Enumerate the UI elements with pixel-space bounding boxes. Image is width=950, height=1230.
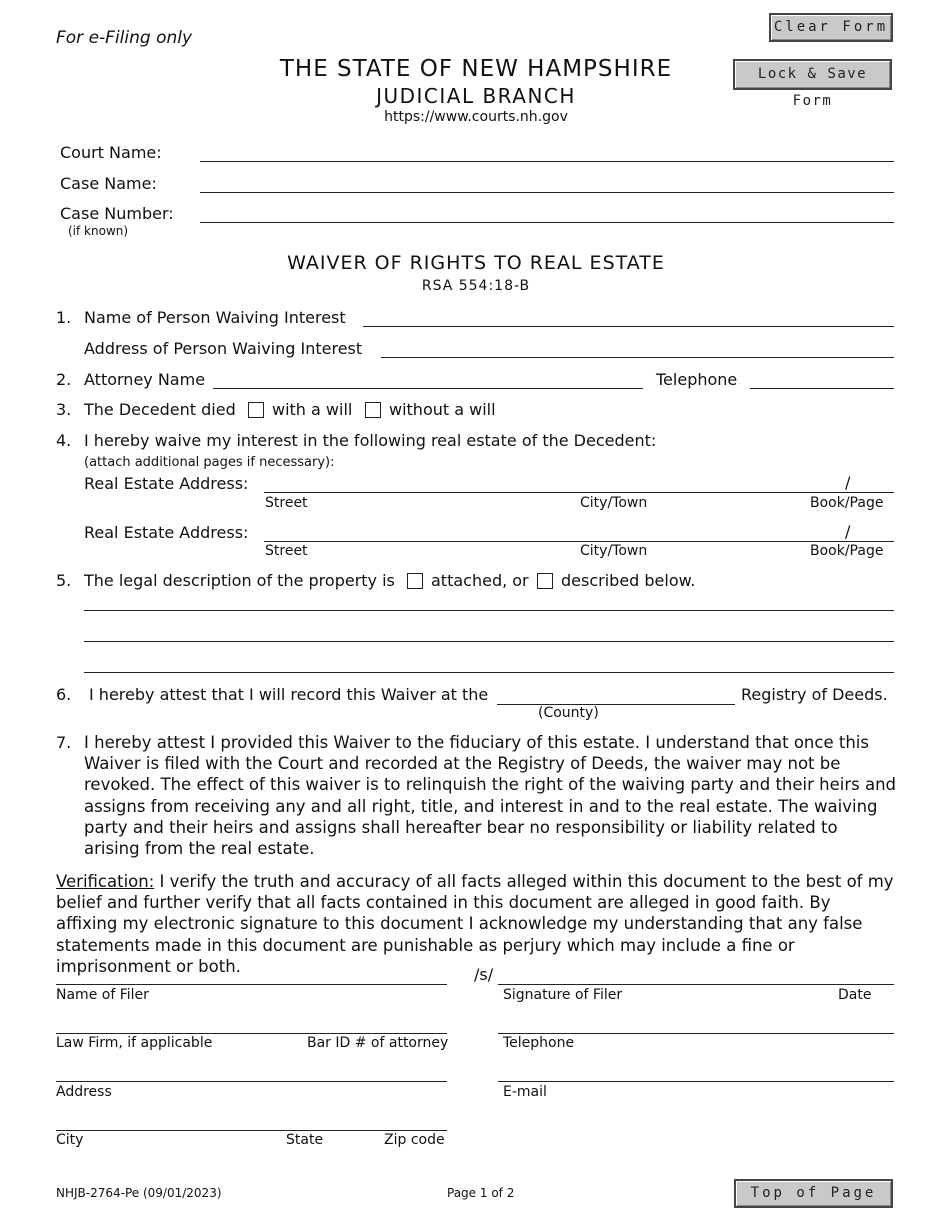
form-title: WAIVER OF RIGHTS TO REAL ESTATE <box>287 252 665 274</box>
city-town-caption-1: City/Town <box>580 495 648 511</box>
lock-save-form-button[interactable]: Lock & Save Form <box>733 59 892 90</box>
court-name-label: Court Name: <box>60 143 162 162</box>
verification-paragraph <box>56 871 896 977</box>
form-statute: RSA 554:18-B <box>421 278 531 294</box>
filer-address-field[interactable] <box>56 1081 447 1082</box>
clear-form-button[interactable]: Clear Form <box>769 13 893 42</box>
date-caption: Date <box>838 987 872 1003</box>
case-number-field[interactable] <box>200 222 894 223</box>
item-7-number: 7. <box>56 733 72 752</box>
real-estate-address-field-1[interactable] <box>264 492 894 493</box>
case-name-field[interactable] <box>200 192 894 193</box>
if-known-note: (if known) <box>68 224 129 238</box>
case-number-label: Case Number: <box>60 204 174 223</box>
city-caption: City <box>56 1132 84 1148</box>
signature-of-filer-field[interactable] <box>498 984 894 985</box>
without-will-checkbox[interactable] <box>365 402 381 418</box>
book-page-caption-2: Book/Page <box>810 543 884 559</box>
attach-pages-note: (attach additional pages if necessary): <box>84 455 335 470</box>
efiling-note: For e-Filing only <box>56 28 193 48</box>
item-5-number: 5. <box>56 571 72 590</box>
county-caption: (County) <box>538 705 599 721</box>
s-signature-mark: /s/ <box>474 965 494 984</box>
real-estate-address-field-2[interactable] <box>264 541 894 542</box>
legal-description-line-3[interactable] <box>84 672 894 673</box>
attached-label: attached, or <box>431 571 529 590</box>
name-of-filer-field[interactable] <box>56 984 447 985</box>
legal-description-label: The legal description of the property is <box>84 571 395 590</box>
attorney-telephone-field[interactable] <box>750 388 894 389</box>
registry-of-deeds-text: Registry of Deeds. <box>741 685 888 704</box>
case-name-label: Case Name: <box>60 174 157 193</box>
address-waiving-label: Address of Person Waiving Interest <box>84 339 363 358</box>
email-caption: E-mail <box>503 1084 547 1100</box>
book-page-slash-1: / <box>845 473 851 492</box>
attorney-telephone-label: Telephone <box>656 370 738 389</box>
attorney-name-field[interactable] <box>213 388 643 389</box>
item-3-number: 3. <box>56 400 72 419</box>
street-caption-1: Street <box>265 495 308 511</box>
bar-id-caption: Bar ID # of attorney <box>307 1035 449 1051</box>
item-2-number: 2. <box>56 370 72 389</box>
item-6-number: 6. <box>56 685 72 704</box>
without-will-label: without a will <box>389 400 496 419</box>
courts-url: https://www.courts.nh.gov <box>384 109 568 125</box>
filer-telephone-caption: Telephone <box>503 1035 575 1051</box>
form-id: NHJB-2764-Pe (09/01/2023) <box>56 1186 222 1200</box>
item-4-number: 4. <box>56 431 72 450</box>
address-caption: Address <box>56 1084 112 1100</box>
state-caption: State <box>286 1132 324 1148</box>
attest-record-text: I hereby attest that I will record this Waiver at the <box>89 685 489 704</box>
attorney-name-label: Attorney Name <box>84 370 206 389</box>
name-waiving-label: Name of Person Waiving Interest <box>84 308 346 327</box>
filer-telephone-field[interactable] <box>498 1033 894 1034</box>
decedent-died-label: The Decedent died <box>84 400 236 419</box>
zip-code-caption: Zip code <box>384 1132 445 1148</box>
filer-email-field[interactable] <box>498 1081 894 1082</box>
law-firm-field[interactable] <box>56 1033 447 1034</box>
signature-of-filer-caption: Signature of Filer <box>503 987 623 1003</box>
verification-label: Verification: <box>56 872 155 891</box>
real-estate-address-label-1: Real Estate Address: <box>84 474 249 493</box>
address-waiving-field[interactable] <box>381 357 894 358</box>
book-page-slash-2: / <box>845 522 851 541</box>
described-below-checkbox[interactable] <box>537 573 553 589</box>
waive-interest-text: I hereby waive my interest in the following real estate of the Decedent: <box>84 431 657 450</box>
page-number: Page 1 of 2 <box>447 1186 515 1200</box>
legal-description-line-1[interactable] <box>84 610 894 611</box>
with-will-checkbox[interactable] <box>248 402 264 418</box>
state-title: THE STATE OF NEW HAMPSHIRE <box>279 56 673 82</box>
branch-title: JUDICIAL BRANCH <box>376 84 576 108</box>
court-name-field[interactable] <box>200 161 894 162</box>
attached-checkbox[interactable] <box>407 573 423 589</box>
with-will-label: with a will <box>272 400 353 419</box>
real-estate-address-label-2: Real Estate Address: <box>84 523 249 542</box>
city-state-zip-field[interactable] <box>56 1130 447 1131</box>
item-1-number: 1. <box>56 308 72 327</box>
book-page-caption-1: Book/Page <box>810 495 884 511</box>
name-waiving-field[interactable] <box>363 326 894 327</box>
county-field[interactable] <box>497 704 735 705</box>
law-firm-caption: Law Firm, if applicable <box>56 1035 213 1051</box>
verification-text: I verify the truth and accuracy of all facts alleged within this document to the best of my belief and further verify that all facts contained in this document are alleged in good faith. By affixing my electronic signature to this document I acknowledge my understanding that any false statements made in this document are punishable as perjury which may include a fine or imprisonment or both. <box>56 872 894 976</box>
name-of-filer-caption: Name of Filer <box>56 987 149 1003</box>
city-town-caption-2: City/Town <box>580 543 648 559</box>
street-caption-2: Street <box>265 543 308 559</box>
legal-description-line-2[interactable] <box>84 641 894 642</box>
described-below-label: described below. <box>561 571 696 590</box>
top-of-page-button[interactable]: Top of Page <box>734 1179 893 1208</box>
attest-fiduciary-paragraph: I hereby attest I provided this Waiver to the fiduciary of this estate. I understand that once this Waiver is filed with the Court and recorded at the Registry of Deeds, the waiver may not be revoked. The effect of this waiver is to relinquish the right of the waiving party and their heirs and assigns from receiving any and all right, title, and interest in and to the real estate. The waiving party and their heirs and assigns shall hereafter bear no responsibility or liability related to arising from the real estate. <box>84 733 896 859</box>
